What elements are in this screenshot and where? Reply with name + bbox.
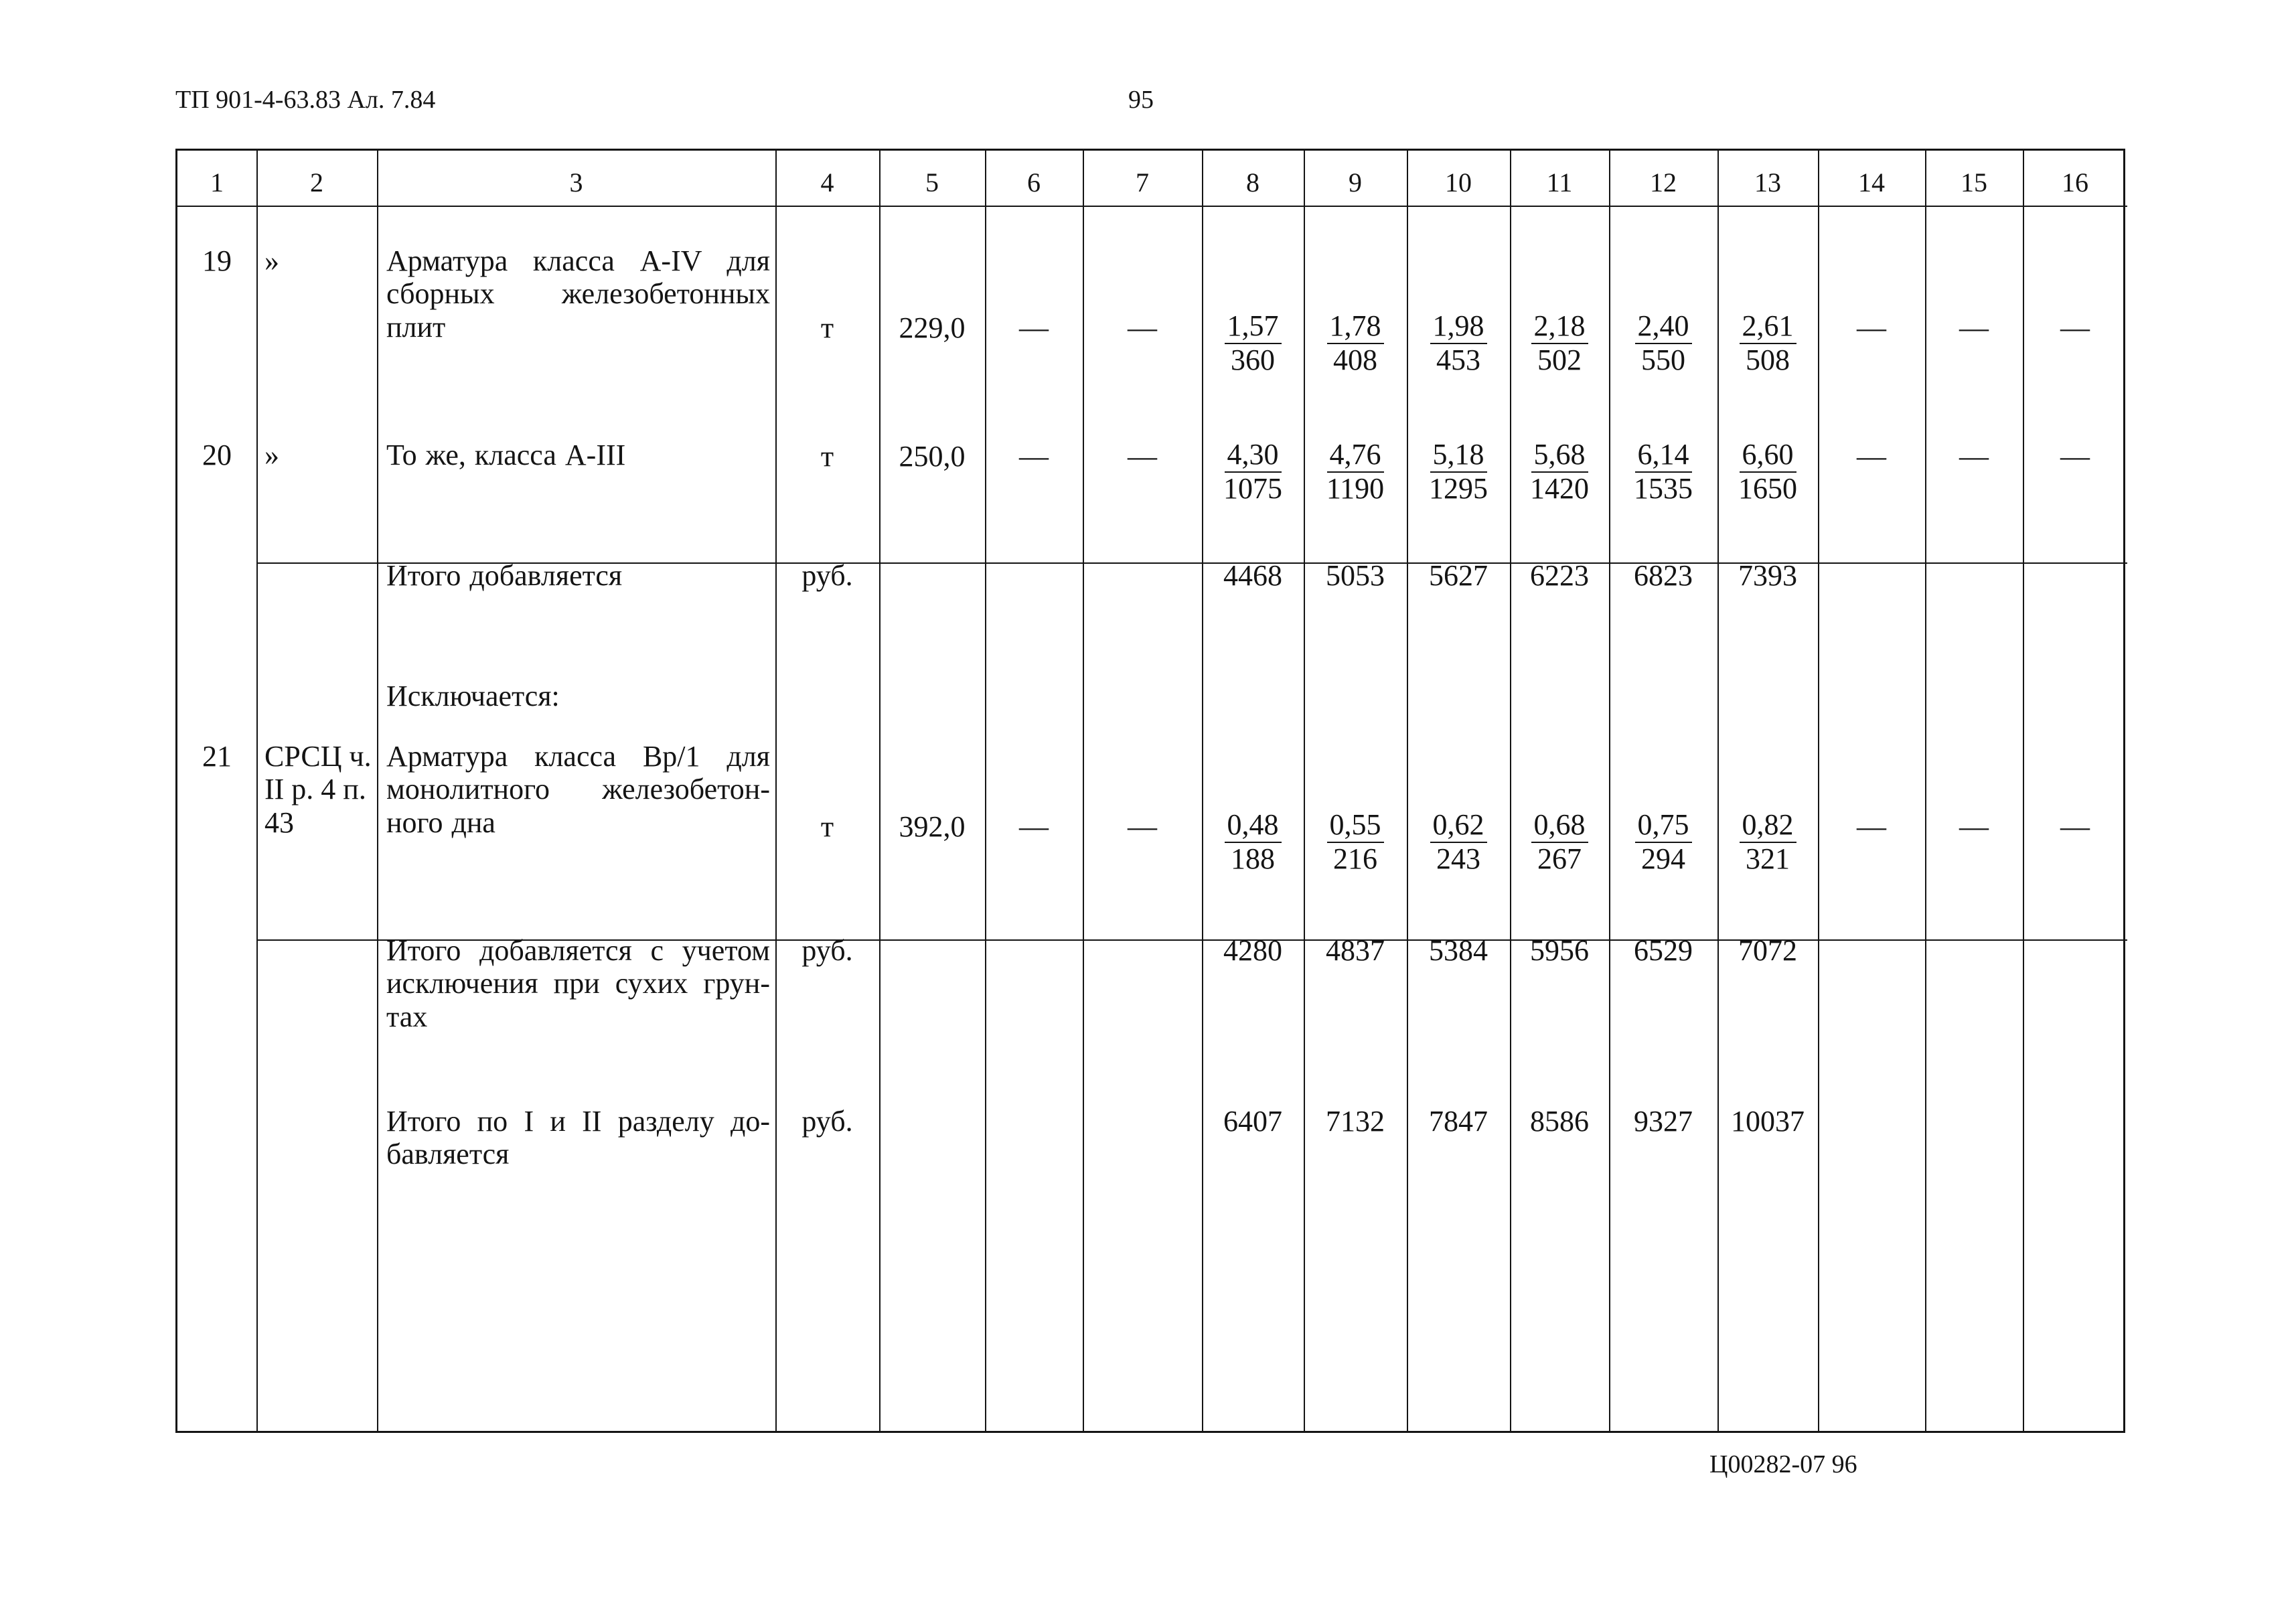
fraction-denominator: 508: [1746, 343, 1790, 376]
unit: т: [820, 810, 834, 843]
dash: —: [1019, 311, 1049, 344]
column-header: 13: [1754, 167, 1781, 198]
dash: —: [2060, 440, 2090, 473]
total-label: Итого по I и II разделу до-бавляется: [386, 1105, 770, 1171]
fraction-numerator: 6,14: [1635, 440, 1692, 473]
column-header: 10: [1445, 167, 1472, 198]
page-number: 95: [1128, 86, 1154, 114]
fraction-numerator: 1,57: [1225, 311, 1282, 344]
row-number: 21: [202, 740, 232, 773]
total-label: Итого добавляется: [386, 559, 623, 592]
column-divider: [377, 151, 378, 1431]
dash: —: [1128, 440, 1157, 473]
total-value: 7072: [1738, 934, 1797, 967]
fraction-value: [1510, 311, 1609, 376]
fraction-value: [1407, 311, 1510, 376]
dash: —: [1857, 440, 1886, 473]
fraction-value: [1717, 440, 1818, 504]
item-name: Арматура класса Вр/1 для монолитного железобетон-ного дна: [386, 740, 770, 839]
fraction-value: [1609, 810, 1717, 874]
dash: —: [2060, 311, 2090, 344]
fraction-value: [1407, 440, 1510, 504]
fraction-numerator: 5,68: [1531, 440, 1588, 473]
fraction-value: [1304, 810, 1407, 874]
dash: —: [1019, 440, 1049, 473]
unit-price: 250,0: [899, 440, 966, 473]
fraction-denominator: 1650: [1738, 471, 1797, 505]
fraction-denominator: 360: [1231, 343, 1275, 376]
fraction-value: [1609, 440, 1717, 504]
dash: —: [1019, 810, 1049, 843]
row-number: 20: [202, 439, 232, 471]
total-value: 4280: [1223, 934, 1282, 967]
fraction-numerator: 0,82: [1740, 810, 1796, 843]
total-value: 5384: [1429, 934, 1488, 967]
fraction-denominator: 243: [1436, 842, 1480, 875]
fraction-numerator: 0,48: [1225, 810, 1282, 843]
total-value: 5627: [1429, 559, 1488, 592]
fraction-value: [1407, 810, 1510, 874]
fraction-numerator: 0,62: [1430, 810, 1487, 843]
fraction-denominator: 1535: [1634, 471, 1693, 505]
total-value: 7393: [1738, 559, 1797, 592]
fraction-denominator: 188: [1231, 842, 1275, 875]
column-header: 12: [1650, 167, 1677, 198]
footer-code: Ц00282-07 96: [1709, 1450, 1857, 1478]
fraction-numerator: 6,60: [1740, 440, 1796, 473]
fraction-value: [1717, 311, 1818, 376]
fraction-denominator: 1295: [1429, 471, 1488, 505]
fraction-value: [1717, 810, 1818, 874]
total-label: Итого добавляется с учетом исключения при сухих грун-тах: [386, 934, 770, 1033]
dash: —: [1959, 311, 1989, 344]
column-header: 1: [210, 167, 224, 198]
total-value: 8586: [1530, 1105, 1589, 1138]
fraction-value: [1304, 440, 1407, 504]
fraction-value: [1510, 810, 1609, 874]
unit-price: 229,0: [899, 311, 966, 344]
total-value: 7132: [1326, 1105, 1385, 1138]
document-code-header: ТП 901-4-63.83 Ал. 7.84: [175, 86, 436, 114]
fraction-numerator: 1,78: [1327, 311, 1384, 344]
reference: »: [264, 244, 279, 277]
total-value: 10037: [1731, 1105, 1805, 1138]
estimate-table: [175, 149, 2125, 1433]
total-value: 4837: [1326, 934, 1385, 967]
fraction-numerator: 0,55: [1327, 810, 1384, 843]
column-header: 9: [1349, 167, 1362, 198]
fraction-denominator: 1420: [1530, 471, 1589, 505]
item-name: Арматура класса А-IV для сборных железобетонных плит: [386, 244, 770, 343]
dash: —: [1857, 810, 1886, 843]
row-number: 19: [202, 244, 232, 277]
total-value: 7847: [1429, 1105, 1488, 1138]
section-label: Исключается:: [386, 680, 560, 712]
fraction-denominator: 550: [1641, 343, 1685, 376]
fraction-value: [1202, 311, 1304, 376]
fraction-denominator: 408: [1333, 343, 1377, 376]
unit: руб.: [801, 1105, 853, 1138]
dash: —: [1128, 311, 1157, 344]
item-name: То же, класса А-III: [386, 439, 626, 471]
fraction-value: [1202, 810, 1304, 874]
total-value: 4468: [1223, 559, 1282, 592]
fraction-denominator: 502: [1537, 343, 1582, 376]
unit: т: [820, 311, 834, 344]
total-value: 6529: [1634, 934, 1693, 967]
column-header: 7: [1136, 167, 1149, 198]
dash: —: [1959, 810, 1989, 843]
column-header: 8: [1246, 167, 1259, 198]
column-header: 16: [2062, 167, 2088, 198]
column-header: 5: [925, 167, 939, 198]
fraction-numerator: 2,18: [1531, 311, 1588, 344]
unit: т: [820, 440, 834, 473]
dash: —: [2060, 810, 2090, 843]
fraction-numerator: 4,30: [1225, 440, 1282, 473]
fraction-numerator: 4,76: [1327, 440, 1384, 473]
total-value: 5053: [1326, 559, 1385, 592]
fraction-denominator: 321: [1746, 842, 1790, 875]
column-header: 14: [1858, 167, 1885, 198]
fraction-value: [1510, 440, 1609, 504]
dash: —: [1857, 311, 1886, 344]
fraction-denominator: 294: [1641, 842, 1685, 875]
fraction-numerator: 0,75: [1635, 810, 1692, 843]
column-header: 3: [569, 167, 583, 198]
total-value: 9327: [1634, 1105, 1693, 1138]
unit-price: 392,0: [899, 810, 966, 843]
fraction-denominator: 216: [1333, 842, 1377, 875]
column-divider: [256, 151, 258, 1431]
fraction-numerator: 1,98: [1430, 311, 1487, 344]
dash: —: [1959, 440, 1989, 473]
fraction-numerator: 5,18: [1430, 440, 1487, 473]
column-header: 15: [1961, 167, 1987, 198]
row-divider: [177, 206, 2127, 207]
fraction-numerator: 2,40: [1635, 311, 1692, 344]
fraction-denominator: 453: [1436, 343, 1480, 376]
total-value: 6223: [1530, 559, 1589, 592]
column-header: 2: [310, 167, 323, 198]
dash: —: [1128, 810, 1157, 843]
fraction-denominator: 1190: [1326, 471, 1385, 505]
fraction-value: [1202, 440, 1304, 504]
total-value: 6823: [1634, 559, 1693, 592]
reference: »: [264, 439, 279, 471]
column-header: 6: [1027, 167, 1041, 198]
total-value: 5956: [1530, 934, 1589, 967]
reference: СРСЦ ч. II р. 4 п. 43: [264, 740, 372, 839]
fraction-value: [1304, 311, 1407, 376]
unit: руб.: [801, 934, 853, 967]
column-header: 11: [1546, 167, 1573, 198]
fraction-denominator: 267: [1537, 842, 1582, 875]
fraction-denominator: 1075: [1223, 471, 1282, 505]
unit: руб.: [801, 559, 853, 592]
total-value: 6407: [1223, 1105, 1282, 1138]
fraction-numerator: 2,61: [1740, 311, 1796, 344]
fraction-value: [1609, 311, 1717, 376]
fraction-numerator: 0,68: [1531, 810, 1588, 843]
column-header: 4: [820, 167, 834, 198]
